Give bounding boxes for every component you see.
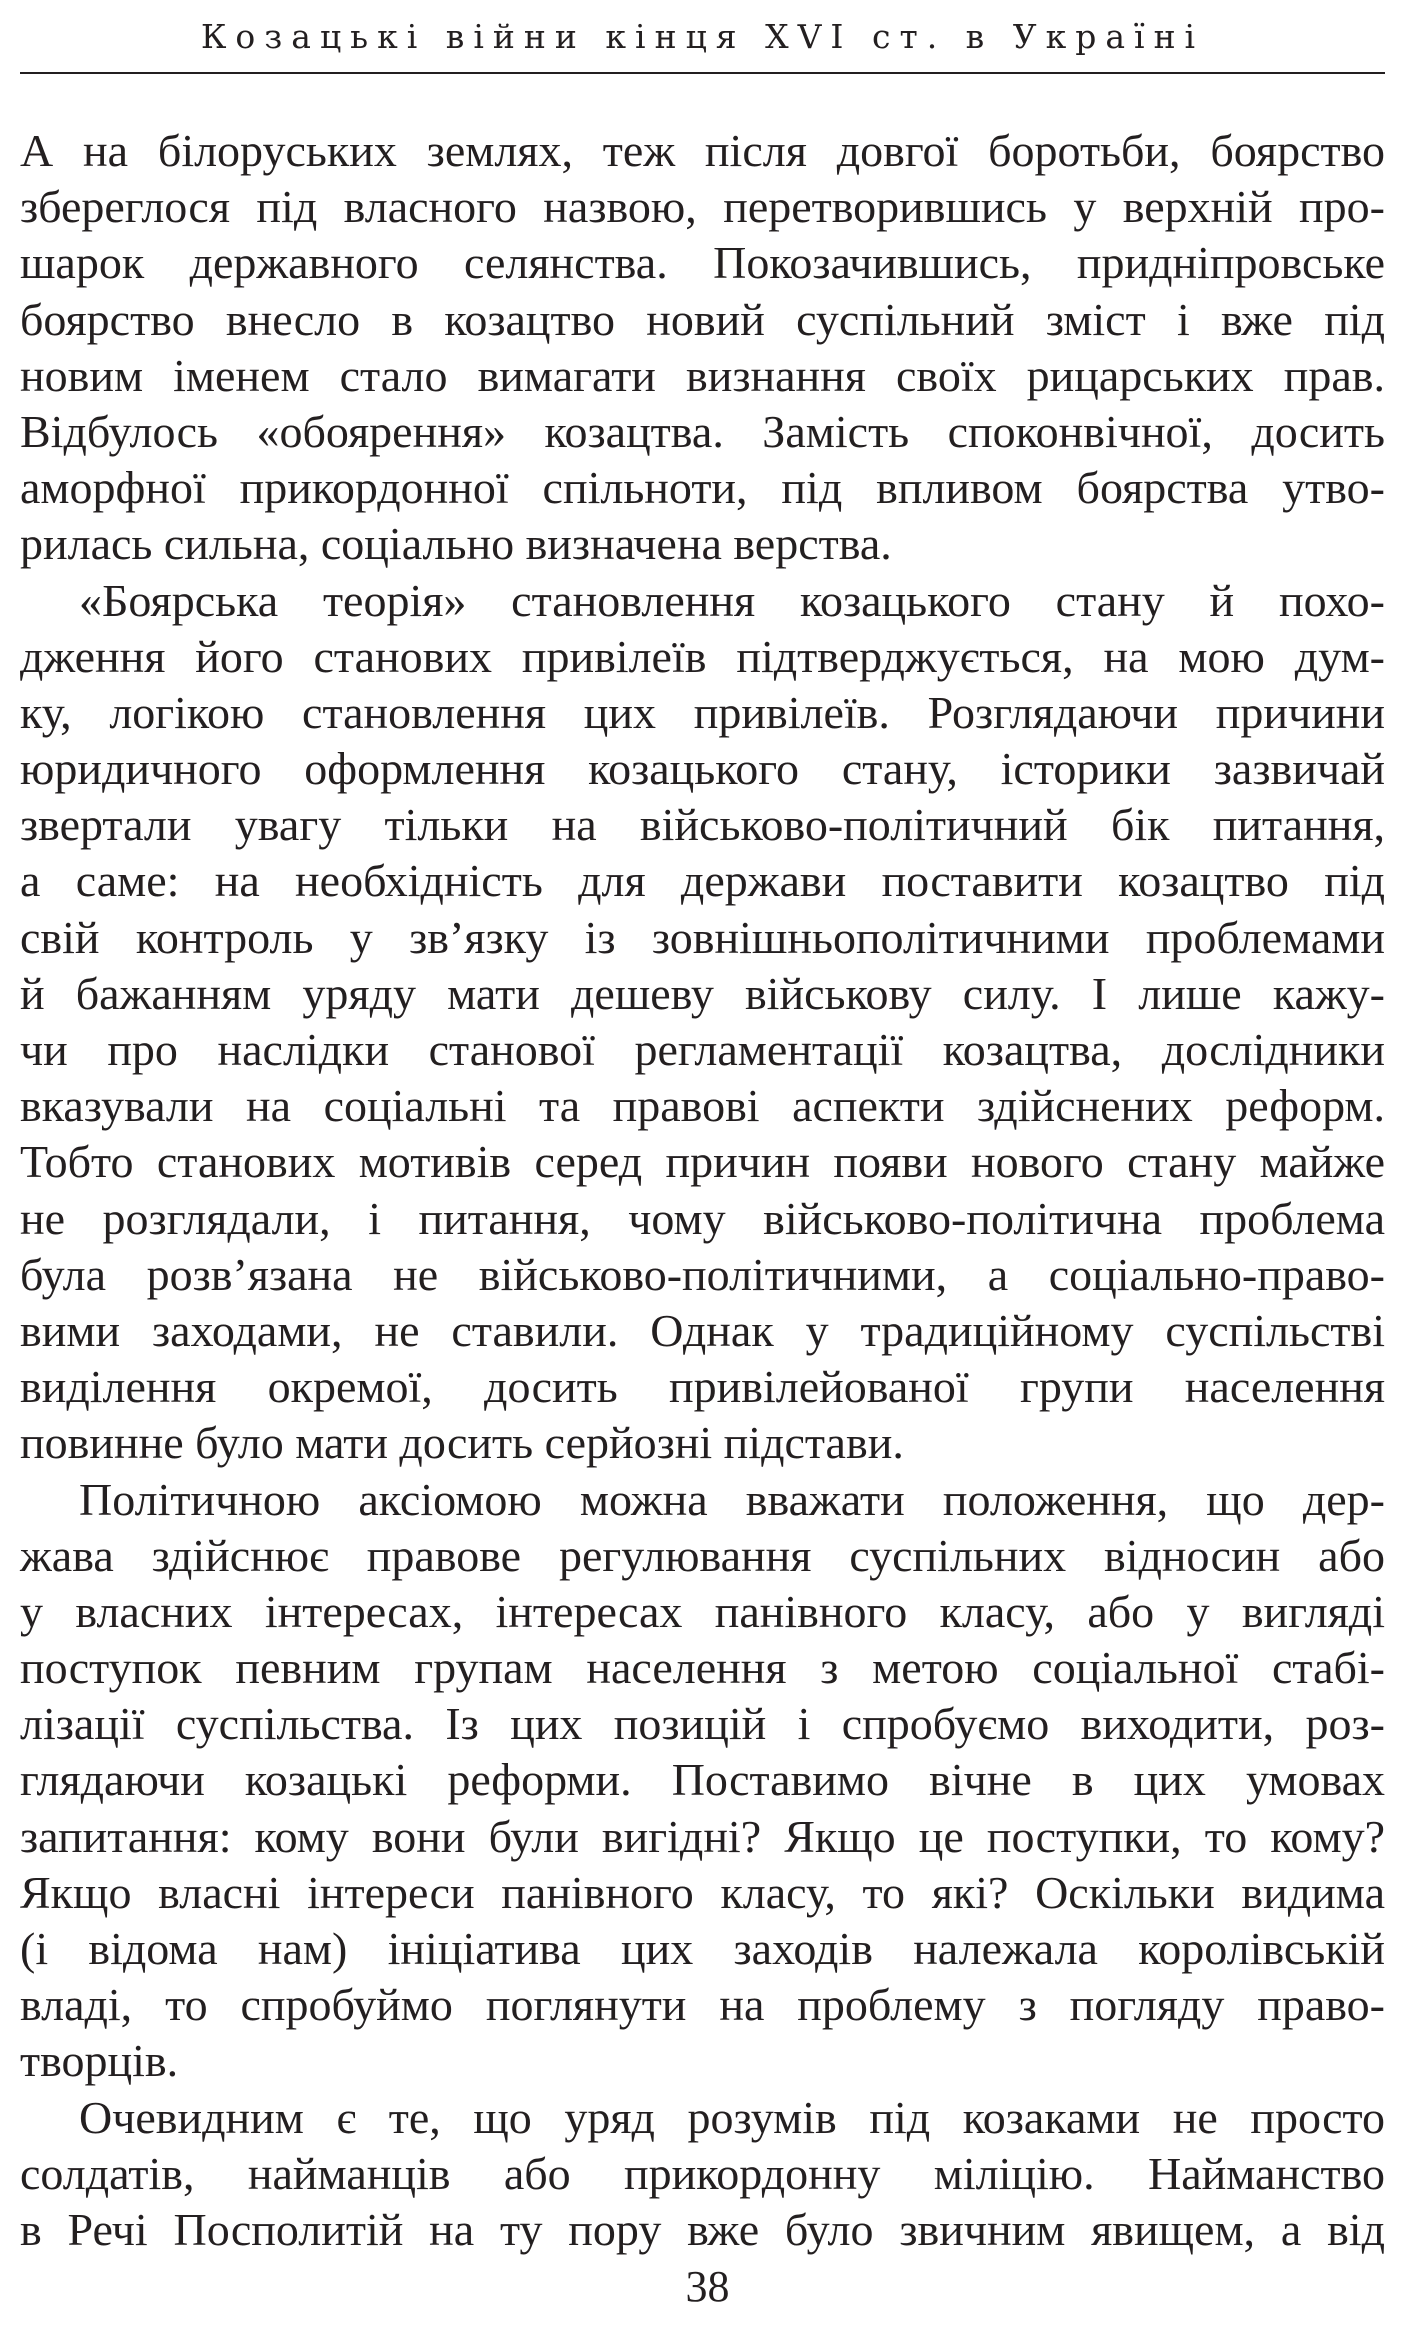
text-line: солдатів, найманців або прикордонну міліцію. Найманство (20, 2147, 1385, 2199)
text-line: вказували на соціальні та правові аспекти здійснених реформ. (20, 1080, 1385, 1132)
text-line: А на білоруських землях, теж після довгої боротьби, боярство (20, 125, 1385, 176)
body-text (20, 123, 1385, 2258)
text-line: юридичного оформлення козацького стану, історики зазвичай (20, 743, 1385, 795)
header-rule (20, 72, 1385, 74)
text-line: владі, то спробуймо поглянути на проблему з погляду право- (20, 1979, 1385, 2031)
text-line: й бажанням уряду мати дешеву військову силу. І лише кажу- (20, 967, 1385, 1019)
text-line: жава здійснює правове регулювання суспільних відносин або (20, 1529, 1385, 1581)
text-line: дження його станових привілеїв підтверджується, на мою дум- (20, 630, 1385, 682)
text-line: в Речі Посполитій на ту пору вже було звичним явищем, а від (20, 2203, 1385, 2255)
text-line: аморфної прикордонної спільноти, під впливом боярства утво- (20, 462, 1385, 514)
page-number: 38 (685, 2262, 730, 2311)
text-line: лізації суспільства. Із цих позицій і спробуємо виходити, роз- (20, 1698, 1385, 1750)
text-line: рилась сильна, соціально визначена верства. (20, 518, 892, 570)
text-line: а саме: на необхідність для держави поставити козацтво під (20, 855, 1385, 907)
text-line: поступок певним групам населення з метою соціальної стабі- (20, 1642, 1385, 1694)
paragraph (20, 2090, 1385, 2259)
text-line: шарок державного селянства. Покозачившись, придніпровське (20, 237, 1385, 289)
text-line: вими заходами, не ставили. Однак у традиційному суспільстві (20, 1304, 1385, 1356)
text-line: запитання: кому вони були вигідні? Якщо це поступки, то кому? (20, 1810, 1385, 1862)
text-line: Тобто станових мотивів серед причин появи нового стану майже (20, 1136, 1385, 1188)
text-line: була розв’язана не військово-політичними, а соціально-право- (20, 1248, 1385, 1300)
text-line: новим іменем стало вимагати визнання своїх рицарських прав. (20, 349, 1385, 401)
paragraph (20, 1472, 1385, 2090)
text-line: боярство внесло в козацтво новий суспільний зміст і вже під (20, 293, 1385, 345)
text-line: виділення окремої, досить привілейованої групи населення (20, 1361, 1385, 1413)
paragraph (20, 123, 1385, 573)
text-line: творців. (20, 2035, 179, 2087)
text-line: збереглося під власного назвою, перетворившись у верхній про- (20, 181, 1385, 233)
text-line: повинне було мати досить серйозні підстави. (20, 1417, 904, 1469)
text-line: глядаючи козацькі реформи. Поставимо вічне в цих умовах (20, 1754, 1385, 1806)
text-line: Якщо власні інтереси панівного класу, то які? Оскільки видима (20, 1866, 1385, 1918)
text-line: Очевидним є те, що уряд розумів під козаками не просто (79, 2091, 1385, 2143)
running-head: Козацькі війни кінця XVI ст. в Україні (200, 17, 1205, 56)
text-line: Відбулось «обоярення» козацтва. Замість споконвічної, досить (20, 405, 1385, 457)
text-line: ку, логікою становлення цих привілеїв. Розглядаючи причини (20, 686, 1385, 738)
text-line: «Боярська теорія» становлення козацького стану й похо- (79, 574, 1385, 626)
text-line: (і відома нам) ініціатива цих заходів належала королівській (20, 1923, 1385, 1974)
text-line: Політичною аксіомою можна вважати положення, що дер- (79, 1473, 1385, 1525)
text-line: у власних інтересах, інтересах панівного класу, або у вигляді (20, 1585, 1385, 1637)
text-line: звертали увагу тільки на військово-політичний бік питання, (20, 799, 1385, 851)
paragraph (20, 573, 1385, 1472)
text-line: чи про наслідки станової регламентації козацтва, дослідники (20, 1024, 1385, 1075)
text-line: свій контроль у зв’язку із зовнішньополітичними проблемами (20, 911, 1385, 963)
text-line: не розглядали, і питання, чому військово-політична проблема (20, 1192, 1385, 1244)
